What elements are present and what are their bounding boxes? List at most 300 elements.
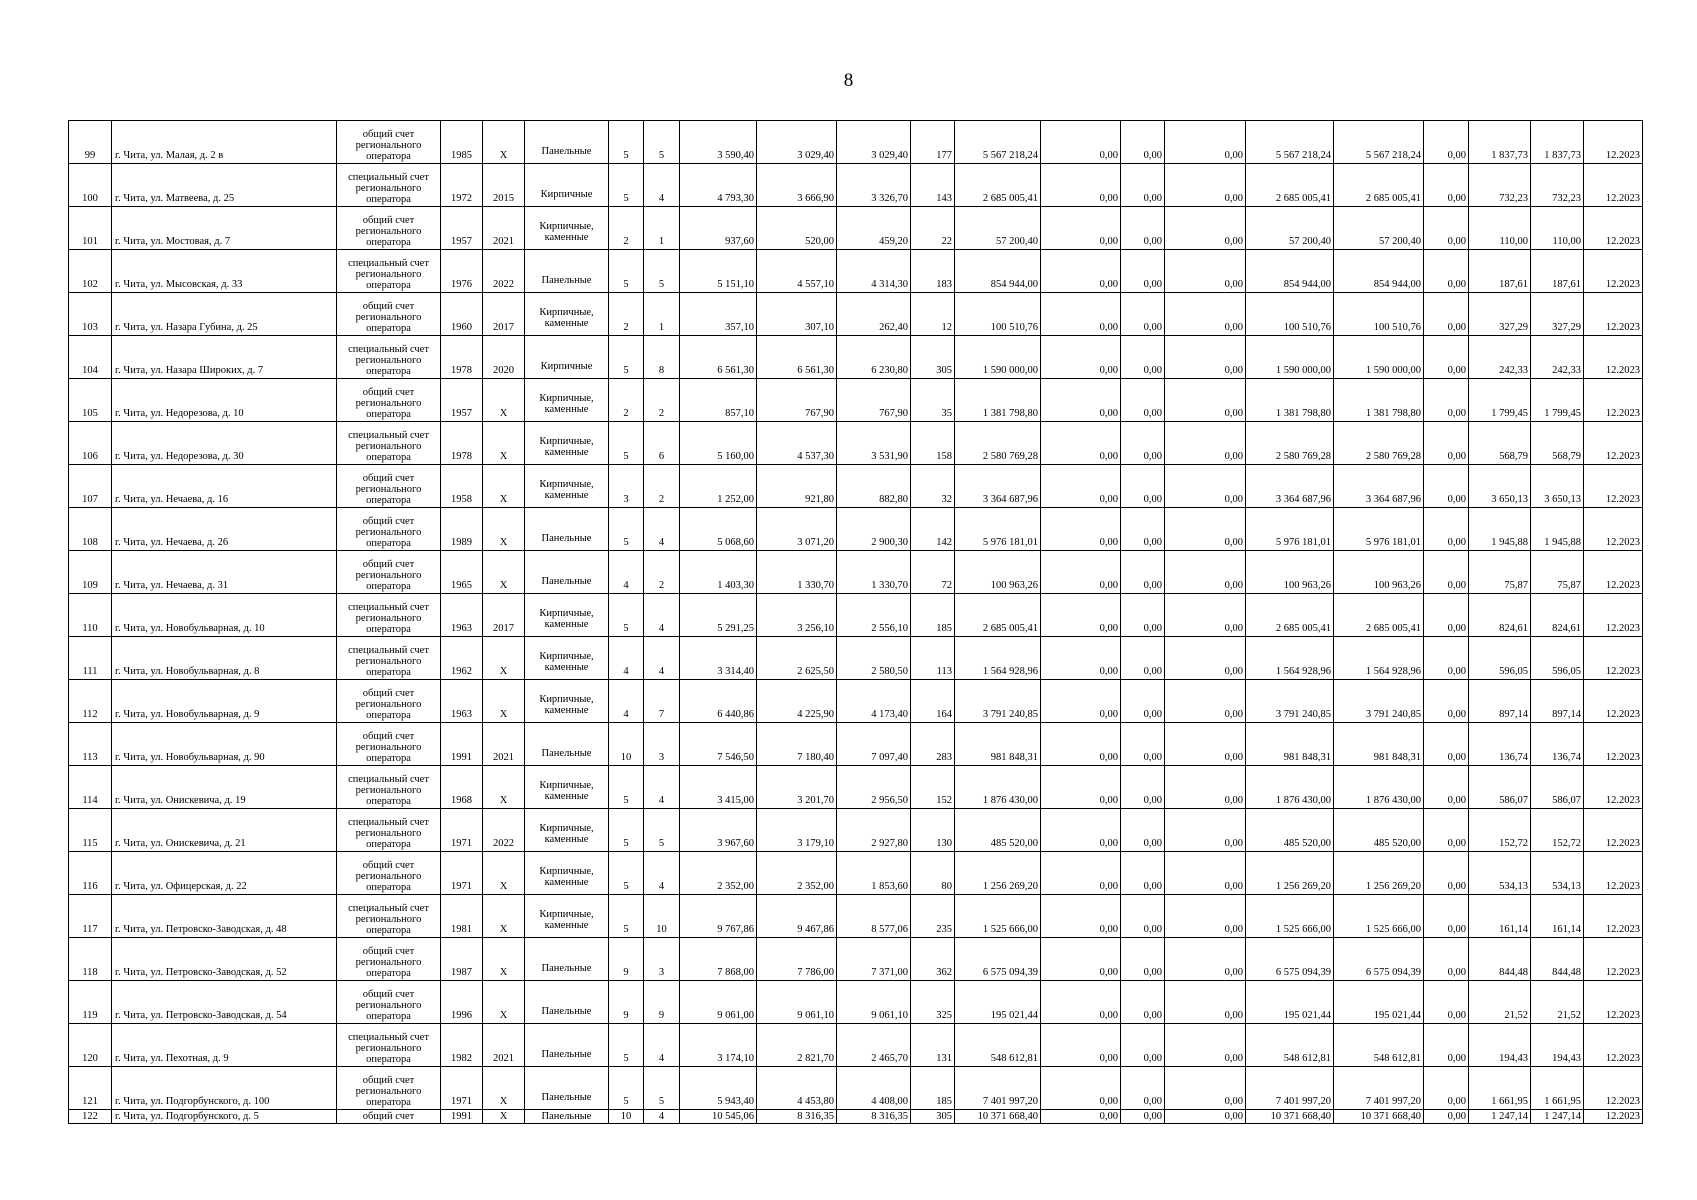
cell-unit-cost-subsidy: 0,00 <box>1424 1024 1469 1067</box>
cell-floors: 4 <box>609 680 644 723</box>
cell-last-repair-year: Х <box>483 1067 525 1110</box>
cell-residential-area: 2 900,30 <box>837 508 911 551</box>
cell-wall-material: Кирпичные, каменные <box>525 809 609 852</box>
cell-account-type: специальный счет регионального оператора <box>337 594 441 637</box>
cell-max-unit-cost: 824,61 <box>1531 594 1584 637</box>
cell-unit-cost: 1 945,88 <box>1469 508 1531 551</box>
cell-build-year: 1972 <box>441 164 483 207</box>
cell-build-year: 1991 <box>441 723 483 766</box>
cell-total-cost: 1 256 269,20 <box>955 852 1041 895</box>
cell-owner-funds-total: 548 612,81 <box>1334 1024 1424 1067</box>
table-row <box>69 637 1643 680</box>
cell-premises-area: 3 256,10 <box>757 594 837 637</box>
cell-unit-cost: 1 661,95 <box>1469 1067 1531 1110</box>
cell-residents: 185 <box>911 1067 955 1110</box>
cell-premises-area: 3 666,90 <box>757 164 837 207</box>
cell-max-unit-cost: 161,14 <box>1531 895 1584 938</box>
cell-max-unit-cost: 844,48 <box>1531 938 1584 981</box>
housing-register-table <box>68 120 1643 1124</box>
cell-address: г. Чита, ул. Нечаева, д. 16 <box>112 465 337 508</box>
cell-entrances: 2 <box>644 465 680 508</box>
cell-residential-area: 2 465,70 <box>837 1024 911 1067</box>
cell-build-year: 1978 <box>441 422 483 465</box>
cell-entrances: 4 <box>644 852 680 895</box>
cell-owner-funds: 100 510,76 <box>1246 293 1334 336</box>
cell-residential-area: 3 029,40 <box>837 121 911 164</box>
cell-wall-material: Кирпичные, каменные <box>525 379 609 422</box>
cell-regional-funds: 0,00 <box>1121 293 1165 336</box>
cell-owner-funds: 1 590 000,00 <box>1246 336 1334 379</box>
cell-account-type: специальный счет регионального оператора <box>337 895 441 938</box>
cell-total-area: 5 160,00 <box>680 422 757 465</box>
cell-wall-material: Кирпичные, каменные <box>525 766 609 809</box>
cell-owner-funds-total: 3 791 240,85 <box>1334 680 1424 723</box>
cell-last-repair-year: Х <box>483 637 525 680</box>
cell-max-unit-cost: 152,72 <box>1531 809 1584 852</box>
cell-owner-funds-total: 1 381 798,80 <box>1334 379 1424 422</box>
cell-owner-funds-total: 1 525 666,00 <box>1334 895 1424 938</box>
cell-unit-cost-subsidy: 0,00 <box>1424 293 1469 336</box>
cell-regional-funds: 0,00 <box>1121 1110 1165 1124</box>
cell-max-unit-cost: 534,13 <box>1531 852 1584 895</box>
cell-wall-material: Кирпичные <box>525 336 609 379</box>
cell-regional-funds: 0,00 <box>1121 594 1165 637</box>
cell-total-area: 3 415,00 <box>680 766 757 809</box>
cell-max-unit-cost: 1 945,88 <box>1531 508 1584 551</box>
cell-owner-funds-total: 2 685 005,41 <box>1334 164 1424 207</box>
cell-unit-cost-subsidy: 0,00 <box>1424 594 1469 637</box>
cell-owner-funds: 6 575 094,39 <box>1246 938 1334 981</box>
cell-federal-funds: 0,00 <box>1041 852 1121 895</box>
cell-floors: 5 <box>609 508 644 551</box>
cell-address: г. Чита, ул. Недорезова, д. 30 <box>112 422 337 465</box>
cell-account-type: общий счет регионального оператора <box>337 207 441 250</box>
cell-owner-funds: 5 567 218,24 <box>1246 121 1334 164</box>
cell-total-cost: 2 580 769,28 <box>955 422 1041 465</box>
cell-last-repair-year: 2022 <box>483 250 525 293</box>
cell-entrances: 4 <box>644 164 680 207</box>
cell-last-repair-year: 2017 <box>483 293 525 336</box>
cell-residential-area: 2 580,50 <box>837 637 911 680</box>
cell-total-cost: 1 590 000,00 <box>955 336 1041 379</box>
cell-unit-cost-subsidy: 0,00 <box>1424 422 1469 465</box>
cell-owner-funds-total: 7 401 997,20 <box>1334 1067 1424 1110</box>
cell-wall-material: Кирпичные, каменные <box>525 637 609 680</box>
cell-entrances: 4 <box>644 1110 680 1124</box>
cell-unit-cost-subsidy: 0,00 <box>1424 207 1469 250</box>
cell-account-type: специальный счет регионального оператора <box>337 422 441 465</box>
table-row <box>69 207 1643 250</box>
cell-last-repair-year: Х <box>483 938 525 981</box>
cell-owner-funds-total: 854 944,00 <box>1334 250 1424 293</box>
cell-municipal-funds: 0,00 <box>1165 121 1246 164</box>
cell-floors: 5 <box>609 422 644 465</box>
cell-account-type: общий счет регионального оператора <box>337 508 441 551</box>
cell-completion-date: 12.2023 <box>1584 121 1643 164</box>
cell-unit-cost: 110,00 <box>1469 207 1531 250</box>
cell-build-year: 1968 <box>441 766 483 809</box>
cell-residential-area: 3 531,90 <box>837 422 911 465</box>
cell-owner-funds-total: 5 976 181,01 <box>1334 508 1424 551</box>
cell-unit-cost-subsidy: 0,00 <box>1424 723 1469 766</box>
cell-total-area: 3 967,60 <box>680 809 757 852</box>
cell-unit-cost-subsidy: 0,00 <box>1424 938 1469 981</box>
cell-federal-funds: 0,00 <box>1041 809 1121 852</box>
cell-max-unit-cost: 110,00 <box>1531 207 1584 250</box>
table-row <box>69 766 1643 809</box>
cell-total-cost: 10 371 668,40 <box>955 1110 1041 1124</box>
cell-build-year: 1976 <box>441 250 483 293</box>
cell-residential-area: 2 927,80 <box>837 809 911 852</box>
cell-municipal-funds: 0,00 <box>1165 379 1246 422</box>
cell-max-unit-cost: 586,07 <box>1531 766 1584 809</box>
cell-last-repair-year: 2021 <box>483 1024 525 1067</box>
cell-entrances: 9 <box>644 981 680 1024</box>
cell-total-area: 7 546,50 <box>680 723 757 766</box>
cell-premises-area: 1 330,70 <box>757 551 837 594</box>
cell-build-year: 1971 <box>441 1067 483 1110</box>
cell-floors: 5 <box>609 164 644 207</box>
cell-municipal-funds: 0,00 <box>1165 1024 1246 1067</box>
cell-completion-date: 12.2023 <box>1584 293 1643 336</box>
cell-last-repair-year: Х <box>483 1110 525 1124</box>
cell-entrances: 4 <box>644 766 680 809</box>
cell-federal-funds: 0,00 <box>1041 766 1121 809</box>
cell-address: г. Чита, ул. Онискевича, д. 21 <box>112 809 337 852</box>
cell-federal-funds: 0,00 <box>1041 250 1121 293</box>
cell-build-year: 1981 <box>441 895 483 938</box>
cell-total-area: 9 061,00 <box>680 981 757 1024</box>
cell-federal-funds: 0,00 <box>1041 164 1121 207</box>
cell-completion-date: 12.2023 <box>1584 551 1643 594</box>
cell-completion-date: 12.2023 <box>1584 207 1643 250</box>
cell-address: г. Чита, ул. Новобульварная, д. 9 <box>112 680 337 723</box>
table-row <box>69 551 1643 594</box>
cell-wall-material: Панельные <box>525 938 609 981</box>
cell-unit-cost: 844,48 <box>1469 938 1531 981</box>
page-number: 8 <box>843 70 854 91</box>
cell-residents: 131 <box>911 1024 955 1067</box>
cell-unit-cost-subsidy: 0,00 <box>1424 680 1469 723</box>
cell-row-number: 117 <box>69 895 112 938</box>
cell-address: г. Чита, ул. Петровско-Заводская, д. 52 <box>112 938 337 981</box>
cell-total-area: 2 352,00 <box>680 852 757 895</box>
cell-total-cost: 100 510,76 <box>955 293 1041 336</box>
cell-federal-funds: 0,00 <box>1041 508 1121 551</box>
cell-account-type: общий счет регионального оператора <box>337 852 441 895</box>
cell-unit-cost: 586,07 <box>1469 766 1531 809</box>
cell-unit-cost: 327,29 <box>1469 293 1531 336</box>
cell-row-number: 100 <box>69 164 112 207</box>
cell-federal-funds: 0,00 <box>1041 981 1121 1024</box>
cell-owner-funds: 3 364 687,96 <box>1246 465 1334 508</box>
cell-account-type: общий счет <box>337 1110 441 1124</box>
cell-regional-funds: 0,00 <box>1121 465 1165 508</box>
cell-total-cost: 195 021,44 <box>955 981 1041 1024</box>
cell-row-number: 112 <box>69 680 112 723</box>
cell-regional-funds: 0,00 <box>1121 1067 1165 1110</box>
cell-last-repair-year: Х <box>483 766 525 809</box>
cell-row-number: 118 <box>69 938 112 981</box>
cell-regional-funds: 0,00 <box>1121 336 1165 379</box>
cell-residents: 80 <box>911 852 955 895</box>
cell-entrances: 1 <box>644 293 680 336</box>
cell-owner-funds-total: 2 580 769,28 <box>1334 422 1424 465</box>
cell-max-unit-cost: 187,61 <box>1531 250 1584 293</box>
cell-unit-cost-subsidy: 0,00 <box>1424 164 1469 207</box>
cell-owner-funds: 10 371 668,40 <box>1246 1110 1334 1124</box>
cell-account-type: общий счет регионального оператора <box>337 465 441 508</box>
cell-wall-material: Панельные <box>525 551 609 594</box>
cell-total-cost: 100 963,26 <box>955 551 1041 594</box>
cell-entrances: 3 <box>644 723 680 766</box>
cell-entrances: 7 <box>644 680 680 723</box>
cell-account-type: специальный счет регионального оператора <box>337 766 441 809</box>
cell-total-cost: 854 944,00 <box>955 250 1041 293</box>
cell-municipal-funds: 0,00 <box>1165 551 1246 594</box>
cell-owner-funds-total: 195 021,44 <box>1334 981 1424 1024</box>
cell-owner-funds-total: 100 963,26 <box>1334 551 1424 594</box>
cell-last-repair-year: Х <box>483 551 525 594</box>
cell-regional-funds: 0,00 <box>1121 680 1165 723</box>
table-row <box>69 121 1643 164</box>
cell-owner-funds: 854 944,00 <box>1246 250 1334 293</box>
cell-residential-area: 3 326,70 <box>837 164 911 207</box>
cell-build-year: 1962 <box>441 637 483 680</box>
cell-row-number: 121 <box>69 1067 112 1110</box>
cell-premises-area: 2 625,50 <box>757 637 837 680</box>
cell-max-unit-cost: 1 247,14 <box>1531 1110 1584 1124</box>
cell-premises-area: 2 352,00 <box>757 852 837 895</box>
cell-last-repair-year: Х <box>483 895 525 938</box>
cell-wall-material: Панельные <box>525 121 609 164</box>
cell-row-number: 119 <box>69 981 112 1024</box>
table-row <box>69 422 1643 465</box>
cell-wall-material: Панельные <box>525 1110 609 1124</box>
cell-address: г. Чита, ул. Мостовая, д. 7 <box>112 207 337 250</box>
cell-row-number: 115 <box>69 809 112 852</box>
cell-entrances: 8 <box>644 336 680 379</box>
cell-address: г. Чита, ул. Подгорбунского, д. 5 <box>112 1110 337 1124</box>
cell-floors: 5 <box>609 766 644 809</box>
cell-federal-funds: 0,00 <box>1041 1024 1121 1067</box>
cell-max-unit-cost: 1 837,73 <box>1531 121 1584 164</box>
cell-total-area: 10 545,06 <box>680 1110 757 1124</box>
cell-owner-funds: 2 685 005,41 <box>1246 164 1334 207</box>
cell-residential-area: 4 314,30 <box>837 250 911 293</box>
cell-max-unit-cost: 732,23 <box>1531 164 1584 207</box>
cell-unit-cost: 3 650,13 <box>1469 465 1531 508</box>
cell-completion-date: 12.2023 <box>1584 250 1643 293</box>
cell-municipal-funds: 0,00 <box>1165 637 1246 680</box>
cell-entrances: 5 <box>644 1067 680 1110</box>
cell-municipal-funds: 0,00 <box>1165 422 1246 465</box>
cell-build-year: 1960 <box>441 293 483 336</box>
table-row <box>69 938 1643 981</box>
cell-unit-cost: 242,33 <box>1469 336 1531 379</box>
cell-completion-date: 12.2023 <box>1584 938 1643 981</box>
cell-build-year: 1987 <box>441 938 483 981</box>
cell-federal-funds: 0,00 <box>1041 938 1121 981</box>
cell-account-type: общий счет регионального оператора <box>337 938 441 981</box>
cell-total-area: 857,10 <box>680 379 757 422</box>
cell-premises-area: 4 537,30 <box>757 422 837 465</box>
cell-municipal-funds: 0,00 <box>1165 1110 1246 1124</box>
table-row <box>69 594 1643 637</box>
cell-last-repair-year: Х <box>483 465 525 508</box>
cell-municipal-funds: 0,00 <box>1165 938 1246 981</box>
cell-account-type: общий счет регионального оператора <box>337 121 441 164</box>
cell-unit-cost: 136,74 <box>1469 723 1531 766</box>
cell-address: г. Чита, ул. Офицерская, д. 22 <box>112 852 337 895</box>
cell-residents: 185 <box>911 594 955 637</box>
cell-entrances: 4 <box>644 1024 680 1067</box>
cell-residents: 72 <box>911 551 955 594</box>
cell-owner-funds-total: 1 876 430,00 <box>1334 766 1424 809</box>
cell-wall-material: Кирпичные, каменные <box>525 207 609 250</box>
table-row <box>69 981 1643 1024</box>
cell-max-unit-cost: 1 799,45 <box>1531 379 1584 422</box>
cell-floors: 9 <box>609 981 644 1024</box>
cell-owner-funds: 5 976 181,01 <box>1246 508 1334 551</box>
cell-wall-material: Панельные <box>525 981 609 1024</box>
cell-total-cost: 57 200,40 <box>955 207 1041 250</box>
cell-max-unit-cost: 21,52 <box>1531 981 1584 1024</box>
cell-wall-material: Кирпичные, каменные <box>525 465 609 508</box>
cell-floors: 10 <box>609 1110 644 1124</box>
cell-entrances: 10 <box>644 895 680 938</box>
cell-premises-area: 767,90 <box>757 379 837 422</box>
cell-address: г. Чита, ул. Малая, д. 2 в <box>112 121 337 164</box>
cell-regional-funds: 0,00 <box>1121 207 1165 250</box>
cell-wall-material: Кирпичные, каменные <box>525 680 609 723</box>
cell-premises-area: 3 201,70 <box>757 766 837 809</box>
cell-row-number: 107 <box>69 465 112 508</box>
cell-unit-cost-subsidy: 0,00 <box>1424 895 1469 938</box>
cell-total-area: 3 590,40 <box>680 121 757 164</box>
cell-entrances: 4 <box>644 594 680 637</box>
cell-municipal-funds: 0,00 <box>1165 1067 1246 1110</box>
cell-completion-date: 12.2023 <box>1584 723 1643 766</box>
cell-build-year: 1991 <box>441 1110 483 1124</box>
cell-row-number: 109 <box>69 551 112 594</box>
cell-municipal-funds: 0,00 <box>1165 809 1246 852</box>
cell-max-unit-cost: 897,14 <box>1531 680 1584 723</box>
cell-unit-cost: 824,61 <box>1469 594 1531 637</box>
cell-total-cost: 3 364 687,96 <box>955 465 1041 508</box>
cell-build-year: 1963 <box>441 594 483 637</box>
cell-premises-area: 4 225,90 <box>757 680 837 723</box>
cell-unit-cost: 534,13 <box>1469 852 1531 895</box>
cell-entrances: 2 <box>644 551 680 594</box>
cell-account-type: общий счет регионального оператора <box>337 981 441 1024</box>
cell-total-cost: 981 848,31 <box>955 723 1041 766</box>
cell-owner-funds-total: 3 364 687,96 <box>1334 465 1424 508</box>
cell-total-area: 5 068,60 <box>680 508 757 551</box>
cell-completion-date: 12.2023 <box>1584 766 1643 809</box>
cell-owner-funds: 548 612,81 <box>1246 1024 1334 1067</box>
cell-address: г. Чита, ул. Подгорбунского, д. 100 <box>112 1067 337 1110</box>
cell-completion-date: 12.2023 <box>1584 1067 1643 1110</box>
cell-municipal-funds: 0,00 <box>1165 852 1246 895</box>
cell-premises-area: 4 557,10 <box>757 250 837 293</box>
cell-address: г. Чита, ул. Пехотная, д. 9 <box>112 1024 337 1067</box>
cell-wall-material: Панельные <box>525 723 609 766</box>
cell-residential-area: 4 408,00 <box>837 1067 911 1110</box>
cell-row-number: 104 <box>69 336 112 379</box>
cell-municipal-funds: 0,00 <box>1165 895 1246 938</box>
cell-premises-area: 520,00 <box>757 207 837 250</box>
cell-wall-material: Кирпичные, каменные <box>525 422 609 465</box>
cell-row-number: 101 <box>69 207 112 250</box>
cell-total-cost: 2 685 005,41 <box>955 594 1041 637</box>
cell-address: г. Чита, ул. Назара Широких, д. 7 <box>112 336 337 379</box>
cell-residents: 12 <box>911 293 955 336</box>
cell-entrances: 5 <box>644 121 680 164</box>
cell-total-cost: 5 976 181,01 <box>955 508 1041 551</box>
cell-residential-area: 6 230,80 <box>837 336 911 379</box>
cell-completion-date: 12.2023 <box>1584 1110 1643 1124</box>
cell-federal-funds: 0,00 <box>1041 551 1121 594</box>
cell-residential-area: 262,40 <box>837 293 911 336</box>
cell-owner-funds: 2 580 769,28 <box>1246 422 1334 465</box>
cell-premises-area: 9 061,10 <box>757 981 837 1024</box>
cell-completion-date: 12.2023 <box>1584 1024 1643 1067</box>
cell-wall-material: Кирпичные, каменные <box>525 594 609 637</box>
cell-residents: 362 <box>911 938 955 981</box>
cell-residents: 177 <box>911 121 955 164</box>
cell-last-repair-year: Х <box>483 981 525 1024</box>
cell-residents: 32 <box>911 465 955 508</box>
cell-premises-area: 4 453,80 <box>757 1067 837 1110</box>
cell-floors: 5 <box>609 121 644 164</box>
cell-regional-funds: 0,00 <box>1121 508 1165 551</box>
cell-regional-funds: 0,00 <box>1121 766 1165 809</box>
cell-residents: 142 <box>911 508 955 551</box>
cell-premises-area: 921,80 <box>757 465 837 508</box>
cell-federal-funds: 0,00 <box>1041 336 1121 379</box>
cell-last-repair-year: Х <box>483 121 525 164</box>
cell-municipal-funds: 0,00 <box>1165 766 1246 809</box>
cell-completion-date: 12.2023 <box>1584 465 1643 508</box>
cell-entrances: 2 <box>644 379 680 422</box>
cell-owner-funds-total: 5 567 218,24 <box>1334 121 1424 164</box>
cell-owner-funds-total: 981 848,31 <box>1334 723 1424 766</box>
cell-completion-date: 12.2023 <box>1584 981 1643 1024</box>
cell-owner-funds-total: 1 564 928,96 <box>1334 637 1424 680</box>
cell-row-number: 120 <box>69 1024 112 1067</box>
cell-owner-funds-total: 1 590 000,00 <box>1334 336 1424 379</box>
cell-total-area: 357,10 <box>680 293 757 336</box>
cell-build-year: 1996 <box>441 981 483 1024</box>
cell-entrances: 3 <box>644 938 680 981</box>
cell-last-repair-year: Х <box>483 680 525 723</box>
cell-premises-area: 3 029,40 <box>757 121 837 164</box>
cell-completion-date: 12.2023 <box>1584 422 1643 465</box>
cell-address: г. Чита, ул. Мысовская, д. 33 <box>112 250 337 293</box>
cell-owner-funds: 195 021,44 <box>1246 981 1334 1024</box>
cell-completion-date: 12.2023 <box>1584 379 1643 422</box>
cell-last-repair-year: 2021 <box>483 723 525 766</box>
cell-max-unit-cost: 596,05 <box>1531 637 1584 680</box>
cell-premises-area: 7 786,00 <box>757 938 837 981</box>
cell-unit-cost-subsidy: 0,00 <box>1424 766 1469 809</box>
cell-residential-area: 8 577,06 <box>837 895 911 938</box>
cell-total-cost: 485 520,00 <box>955 809 1041 852</box>
cell-floors: 5 <box>609 336 644 379</box>
cell-build-year: 1958 <box>441 465 483 508</box>
cell-owner-funds: 100 963,26 <box>1246 551 1334 594</box>
